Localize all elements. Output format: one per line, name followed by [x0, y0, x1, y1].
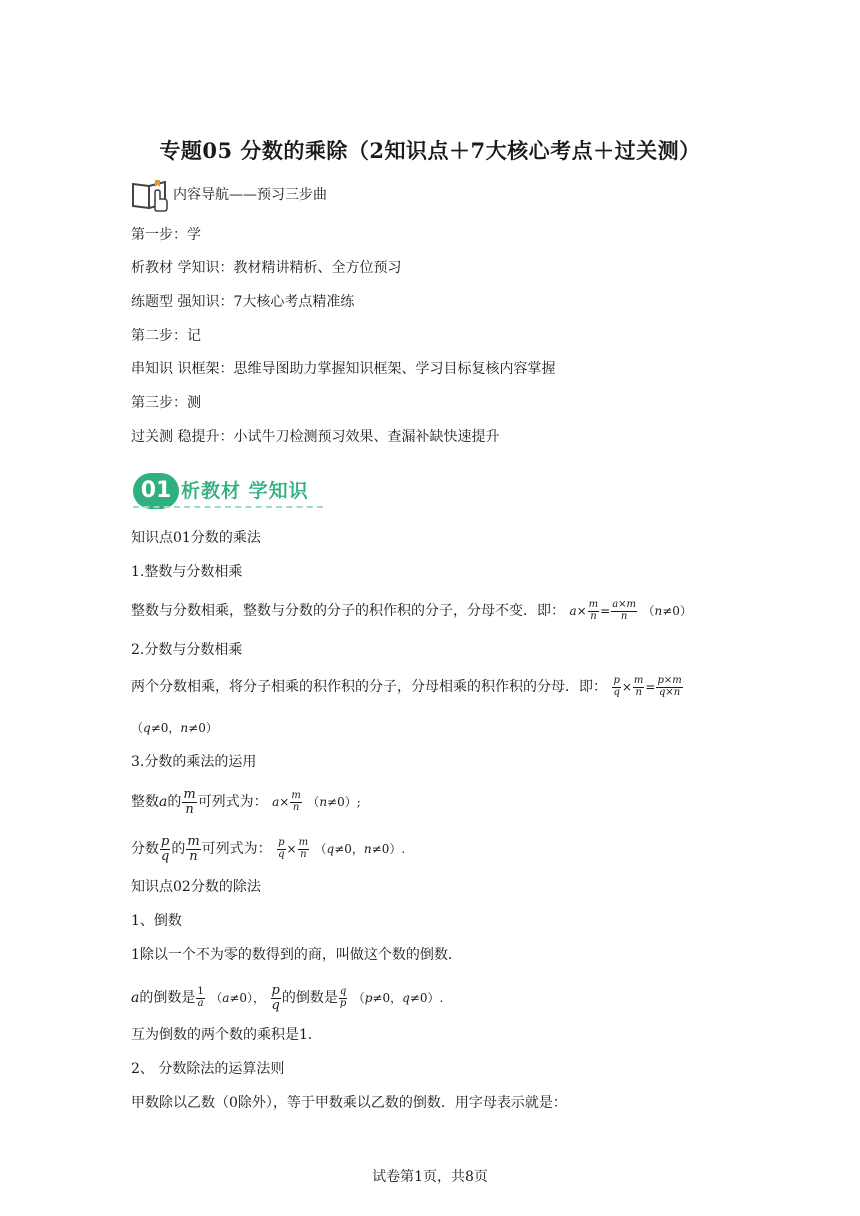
nav-label: 内容导航——预习三步曲	[173, 187, 327, 203]
kp2-product-rule: 互为倒数的两个数的乘积是1．	[131, 1027, 322, 1043]
formula-int-times-frac: a× $\frac{m}{n}$ = $\frac{a\times m}{n}$ （n≠0）	[569, 599, 692, 622]
kp1-1-rule: 整数与分数相乘，整数与分数的分子的积作积的分子，分母不变．即： a× $\frac{m}{n}$ = $\frac{a\times m}{n}$ （n≠0）	[131, 599, 692, 622]
formula-frac-times-frac: $\frac{p}{q}$ × $\frac{m}{n}$ = $\frac{p\times m}{q\times n}$	[613, 675, 682, 698]
kp1-title: 知识点01分数的乘法	[131, 530, 261, 546]
kp2-reciprocal-examples: a的倒数是 $\frac{1}{a}$ （a≠0）， $\frac{p}{q}$ 的倒数是 $\frac{q}{p}$ （p≠0，q≠0）.	[131, 983, 444, 1013]
kp1-1-title: 1.整数与分数相乘	[131, 564, 243, 580]
section-01-header	[131, 470, 331, 514]
kp1-3-line2: 分数 $\frac{p}{q}$ 的 $\frac{m}{n}$ 可列式为： $\frac{p}{q}$ × $\frac{m}{n}$ （q≠0，n≠0）.	[131, 834, 406, 864]
kp2-title: 知识点02分数的除法	[131, 879, 261, 895]
kp1-2-title: 2.分数与分数相乘	[131, 642, 243, 658]
kp1-2-condition: （q≠0，n≠0）	[131, 721, 218, 735]
kp2-1-title: 1、倒数	[131, 913, 182, 929]
kp1-3-line1: 整数a的 $\frac{m}{n}$ 可列式为： a× $\frac{m}{n}$ （n≠0）;	[131, 787, 361, 817]
kp1-2-rule: 两个分数相乘，将分子相乘的积作积的分子，分母相乘的积作积的分母．即： $\frac{p}{q}$ × $\frac{m}{n}$ = $\frac{p\times m}{q\times n}$	[131, 675, 682, 698]
page-title: 专题05 分数的乘除（2知识点＋7大核心考点＋过关测）	[159, 138, 701, 163]
step-2: 第二步：记	[131, 328, 201, 344]
step-3-test: 过关测 稳提升：小试牛刀检测预习效果、查漏补缺快速提升	[131, 429, 500, 445]
kp1-3-title: 3.分数的乘法的运用	[131, 754, 257, 770]
page-footer: 试卷第1页，共8页	[372, 1169, 488, 1185]
step-3: 第三步：测	[131, 395, 201, 411]
section-number: 01	[133, 473, 179, 509]
section-title: 析教材 学知识	[181, 480, 309, 502]
kp2-2-rule: 甲数除以乙数（0除外），等于甲数乘以乙数的倒数．用字母表示就是：	[131, 1095, 567, 1111]
step-1: 第一步：学	[131, 227, 201, 243]
kp2-1-definition: 1除以一个不为零的数得到的商，叫做这个数的倒数．	[131, 947, 462, 963]
step-2-framework: 串知识 识框架：思维导图助力掌握知识框架、学习目标复核内容掌握	[131, 361, 556, 377]
kp2-2-title: 2、 分数除法的运算法则	[131, 1061, 285, 1077]
step-1-learn: 析教材 学知识：教材精讲精析、全方位预习	[131, 260, 402, 276]
step-1-practice: 练题型 强知识：7大核心考点精准练	[131, 294, 355, 310]
book-pointer-icon	[131, 176, 173, 212]
section-divider	[133, 506, 323, 508]
